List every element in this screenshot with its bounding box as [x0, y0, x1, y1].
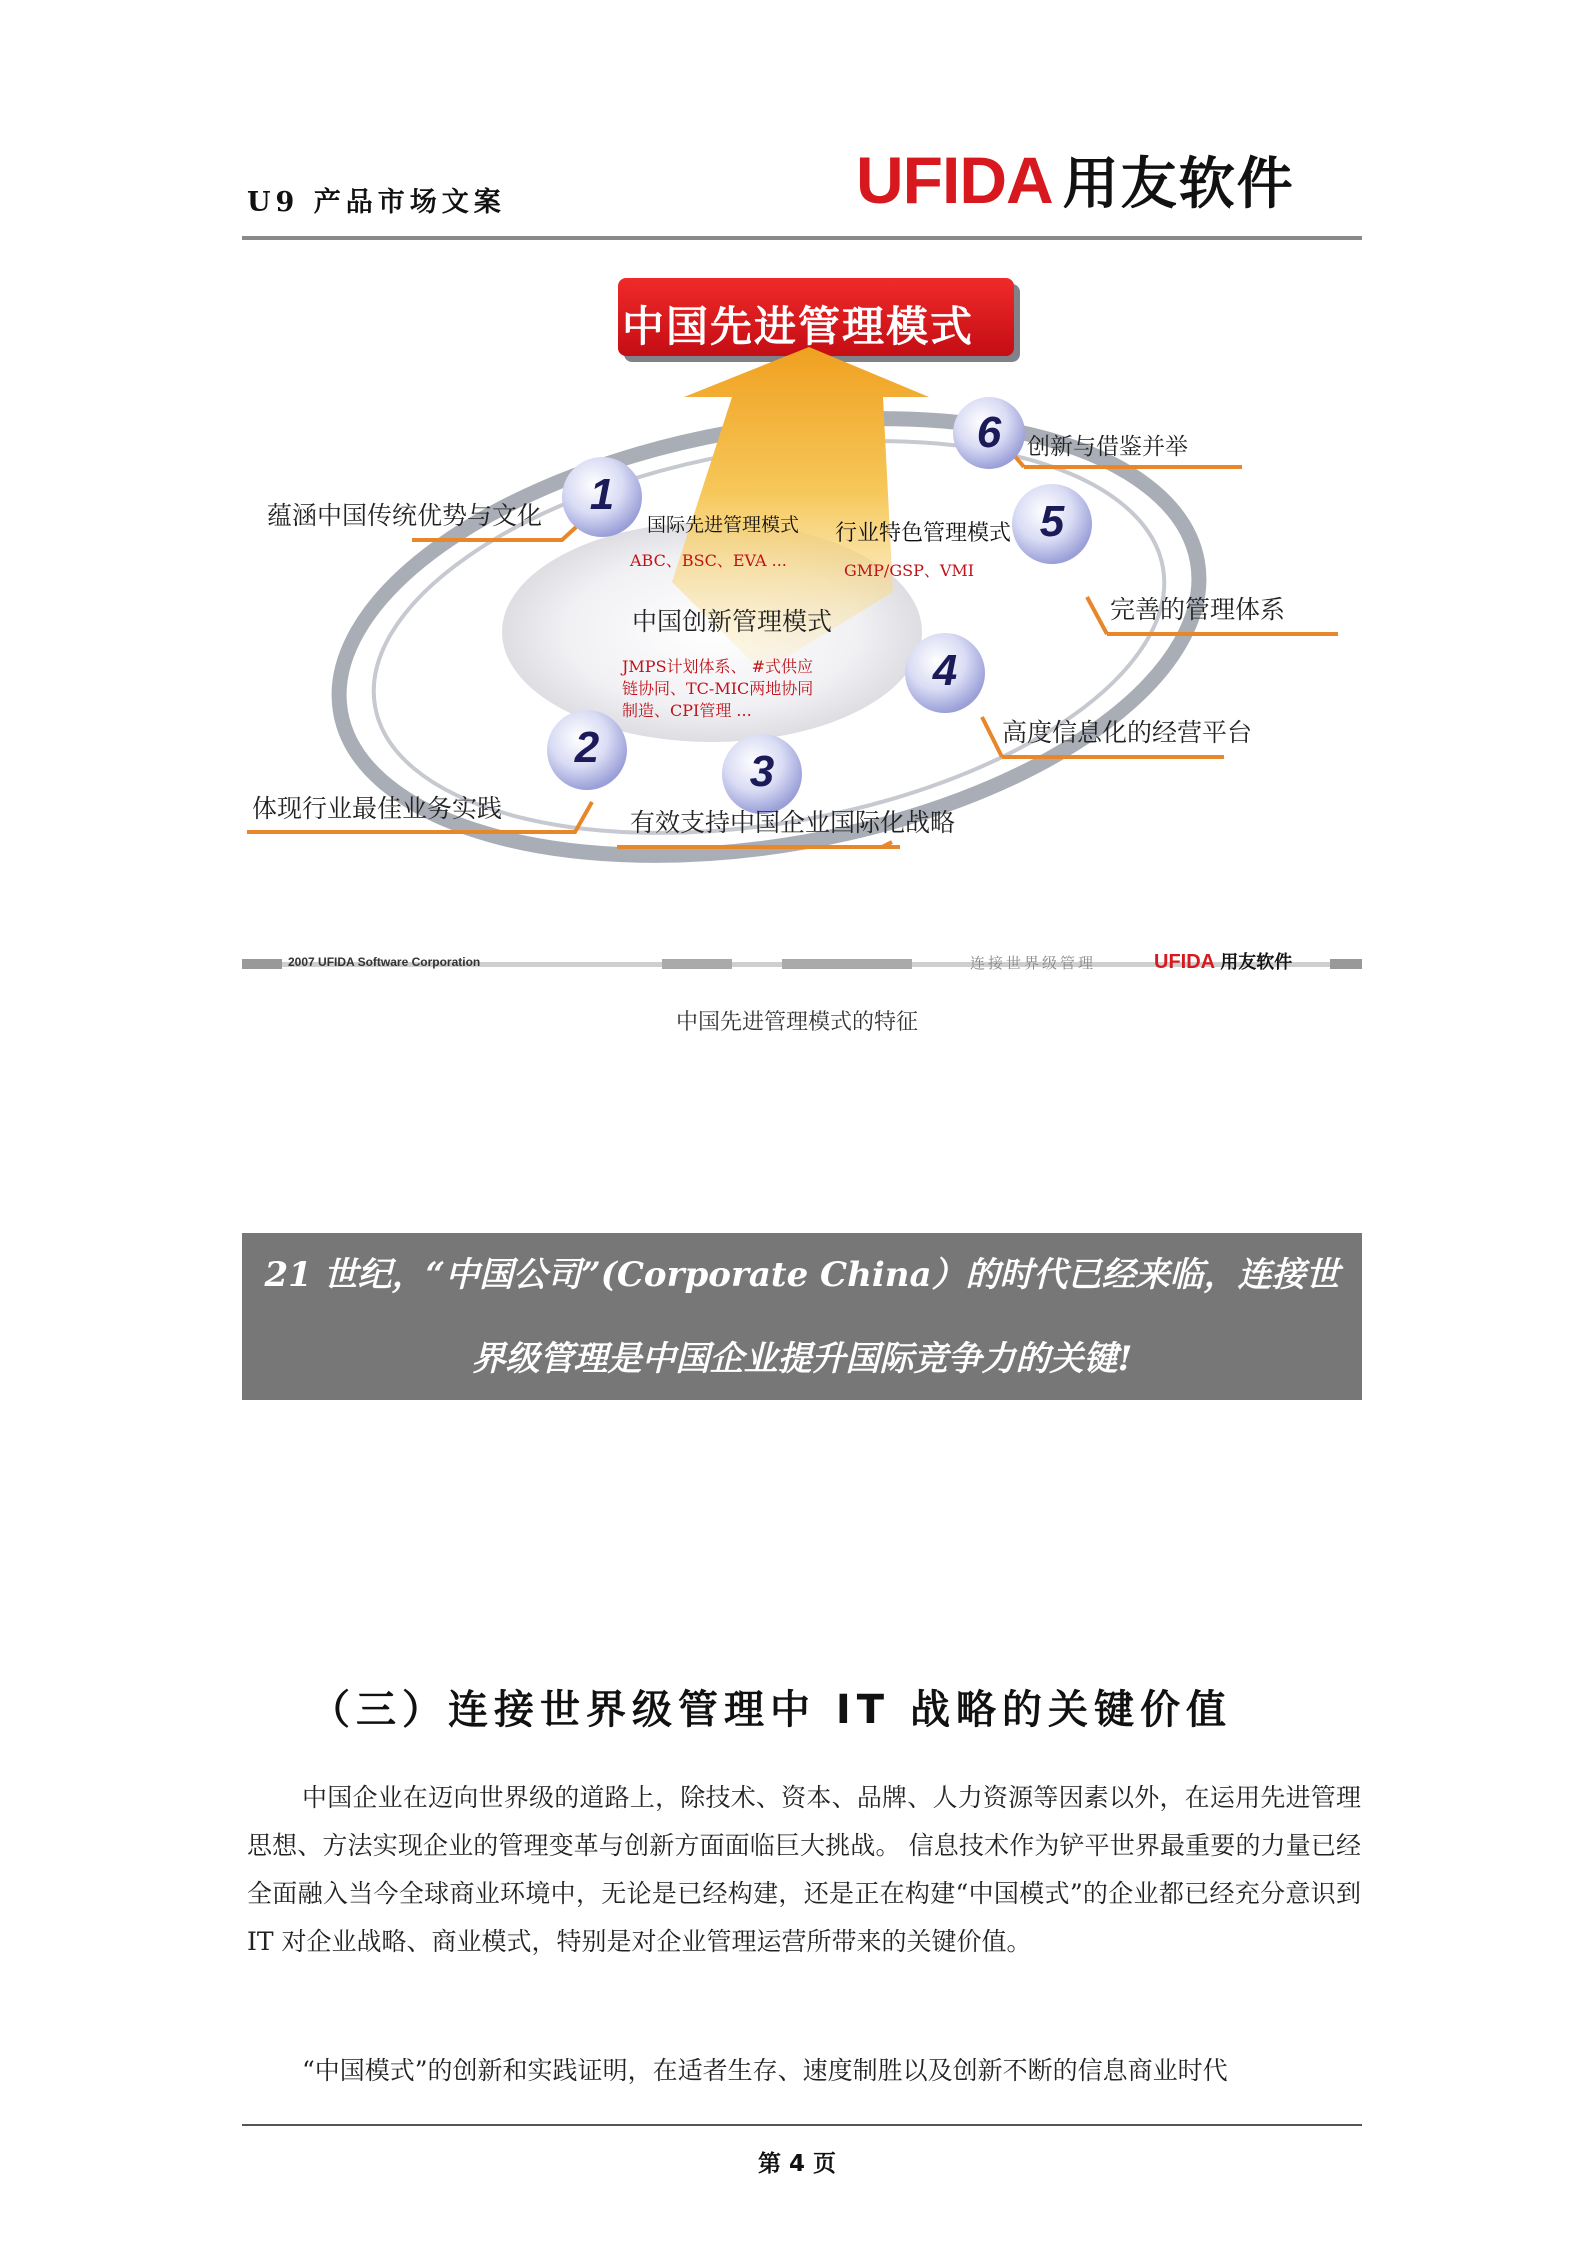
footer-divider	[242, 2124, 1362, 2126]
slide-footer-bar-1	[242, 959, 282, 969]
figure-title: 中国先进管理模式	[621, 302, 974, 351]
number-1: 1	[589, 470, 615, 519]
slide-copyright: 2007 UFIDA Software Corporation	[288, 955, 481, 969]
quote-banner-text	[242, 1233, 1362, 1401]
slide-logo	[1154, 948, 1292, 974]
innovation-model-label: 中国创新管理模式	[632, 607, 833, 636]
logo-text-cn: 用友软件	[1062, 152, 1295, 217]
underline-4-hook	[982, 717, 1002, 757]
intl-model-label: 国际先进管理模式	[647, 514, 800, 536]
slide-footer-bar-5	[1330, 959, 1362, 969]
page-number: 第 4 页	[757, 2151, 837, 2177]
number-6: 6	[976, 408, 1002, 457]
feature-label-6: 创新与借鉴并举	[1027, 434, 1188, 460]
company-logo	[856, 140, 1295, 220]
slide-logo-en: UFIDA	[1154, 951, 1216, 973]
management-model-figure	[242, 262, 1362, 977]
document-header-title: U9 产品市场文案	[247, 187, 506, 218]
innovation-model-sub-1: JMPS计划体系、 #式供应	[622, 657, 814, 676]
quote-line-1: 21 世纪，“中国公司”(Corporate China）的时代已经来临，连接世	[264, 1255, 1340, 1295]
number-5: 5	[1039, 497, 1065, 546]
quote-banner	[242, 1233, 1362, 1400]
header-divider	[242, 236, 1362, 240]
innovation-model-sub-2: 链协同、TC-MIC两地协同	[622, 679, 814, 698]
section-heading: （三）连接世界级管理中 IT 战略的关键价值	[310, 1687, 1233, 1733]
innovation-model-sub-3: 制造、CPI管理 ...	[622, 701, 752, 720]
body-paragraph-2: “中国模式”的创新和实践证明，在适者生存、速度制胜以及创新不断的信息商业时代	[302, 2056, 1228, 2085]
body-paragraph-1: 中国企业在迈向世界级的道路上，除技术、资本、品牌、人力资源等因素以外，在运用先进管理思想、方法实现企业的管理变革与创新方面面临巨大挑战。 信息技术作为铲平世界最重要的力量已经全面融入当今全球商业环境中，无论是已经构建，还是正在构建“中国模式”的企业都已经充分意识到 IT 对企业战略、商业模式，特别是对企业管理运营所带来的关键价值。	[247, 1783, 1361, 1956]
quote-line-2: 界级管理是中国企业提升国际竞争力的关键!	[471, 1339, 1133, 1379]
underline-5-hook	[1087, 597, 1107, 634]
industry-model-sub: GMP/GSP、VMI	[844, 561, 975, 580]
feature-label-4: 高度信息化的经营平台	[1002, 718, 1253, 747]
feature-label-3: 有效支持中国企业国际化战略	[630, 808, 956, 837]
number-3: 3	[749, 747, 775, 796]
figure-caption: 中国先进管理模式的特征	[675, 1010, 918, 1035]
number-2: 2	[574, 723, 600, 772]
feature-label-1: 蕴涵中国传统优势与文化	[267, 501, 543, 530]
number-4: 4	[932, 646, 958, 695]
intl-model-sub: ABC、BSC、EVA ...	[630, 551, 787, 570]
slide-footer-bar-3	[662, 959, 732, 969]
logo-text-en: UFIDA	[856, 143, 1053, 217]
industry-model-label: 行业特色管理模式	[835, 521, 1012, 546]
slide-slogan: 连接世界级管理	[970, 954, 1097, 972]
feature-label-2: 体现行业最佳业务实践	[252, 794, 503, 823]
slide-footer-bar-4	[782, 959, 912, 969]
feature-label-5: 完善的管理体系	[1110, 595, 1286, 624]
slide-logo-cn: 用友软件	[1220, 952, 1293, 973]
